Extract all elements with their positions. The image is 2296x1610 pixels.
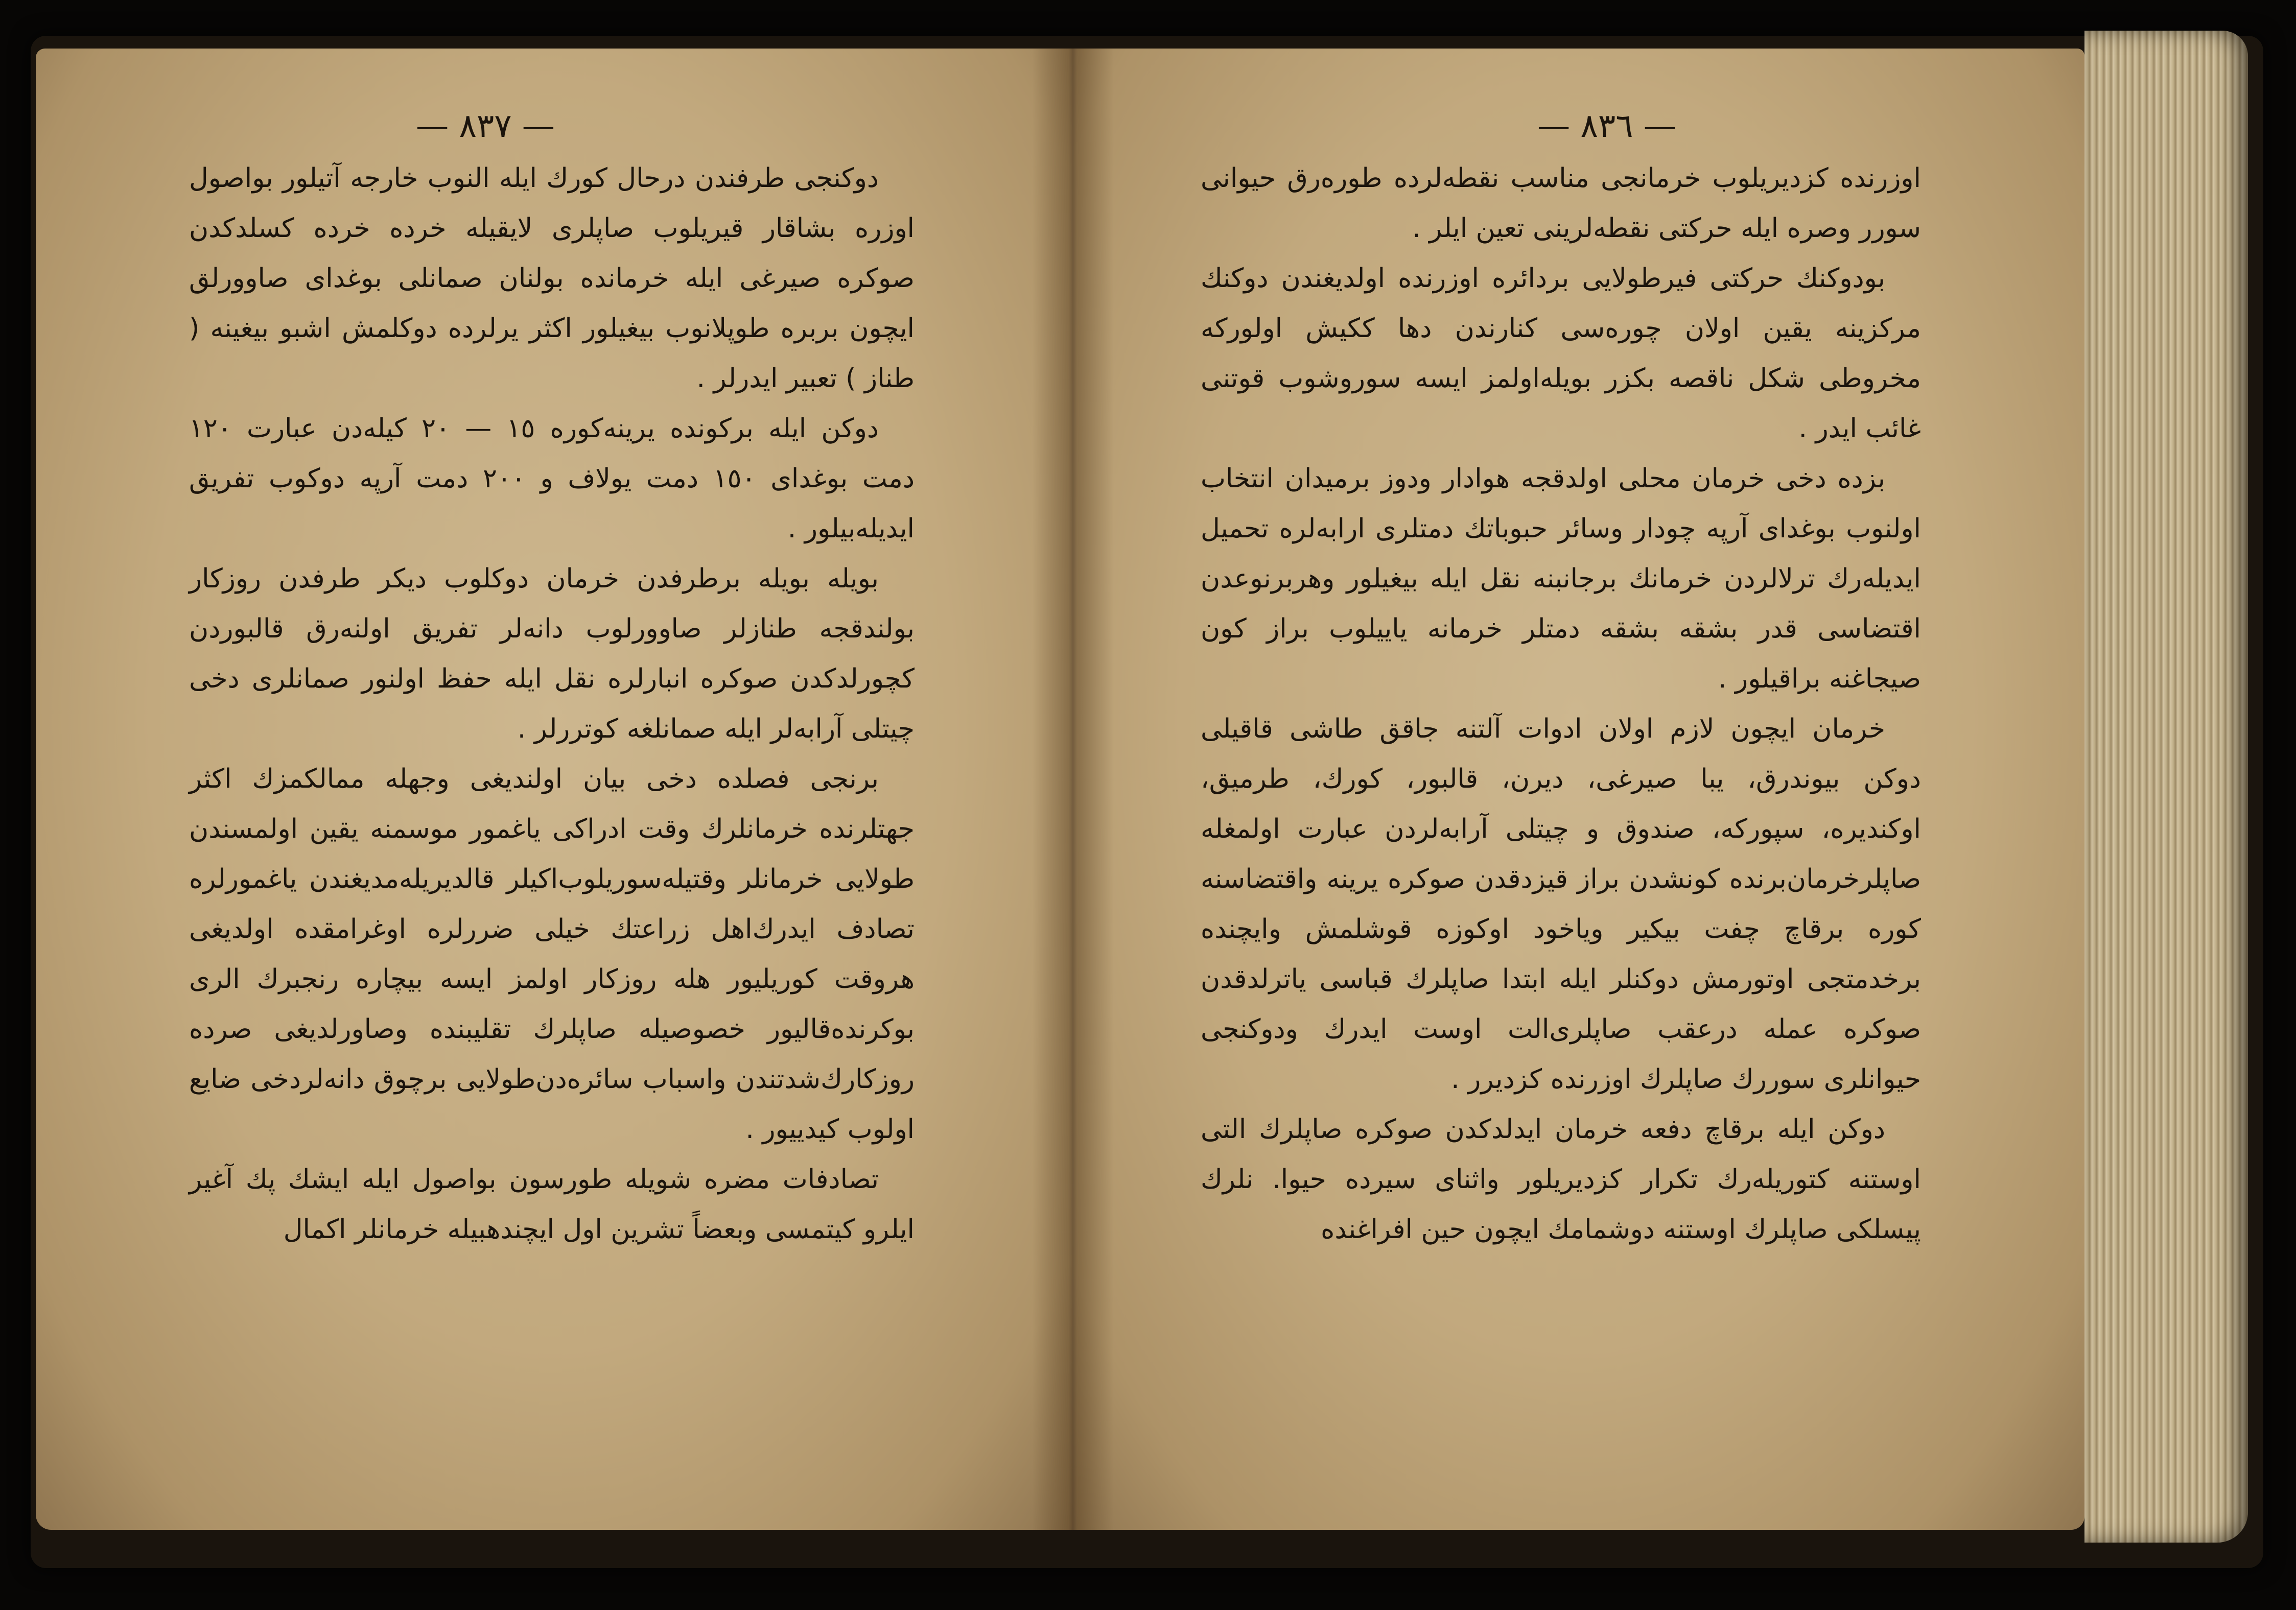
left-page	[36, 49, 1068, 1530]
right-page-text	[1201, 153, 1921, 1254]
paragraph: خرمان ایچون لازم اولان ادوات آلتنه جاقق طاشی قاقیلی دوکن بیوندرق، یبا صیرغی، دیرن، قالبور، کورك، طرمیق، اوکندیره، سپورکه، صندوق و چیتلی آرابه‌لردن عبارت اولمغله صاپلرخرمان‌برنده کونشدن براز قیزدقدن صوکره یرینه واقتضاسنه کوره برقاچ چفت بیکیر ویاخود اوکوزه قوشلمش وایچنده برخدمتجی اوتورمش دوکنلر ایله ابتدا صاپلرك قباسی یاترلدقدن صوکره عمله درعقب صاپلری‌الت اوست ایدرك ودوکنجی حیوانلری سوررك صاپلرك اوزرنده کزدیرر .	[1201, 714, 1921, 1095]
paragraph: دوکن ایله برکونده یرینه‌کوره ١٥ — ٢٠ کیله‌دن عبارت ١٢٠ دمت بوغدای ١٥٠ دمت یولاف و ٢٠٠ دمت آرپه دوکوب تفریق ایدیله‌بیلور .	[189, 413, 915, 544]
book-gutter	[1032, 49, 1114, 1530]
paragraph: بویله بویله برطرفدن خرمان دوکلوب دیکر طرفدن روزکار بولندقجه طنازلر صاوورلوب دانه‌لر تفریق اولنه‌رق قالبوردن کچورلدکدن صوکره انبارلره نقل ایله حفظ اولنور صمانلری دخی چیتلی آرابه‌لر ایله صمانلغه کوتررلر .	[189, 563, 915, 744]
paragraph: تصادفات مضره شویله طورسون بواصول ایله ایشك پك آغیر ایلرو کیتمسی وبعضاً تشرین اول ایچندهبیله خرمانلر اکمال	[189, 1164, 915, 1245]
right-page	[1068, 49, 2084, 1530]
paragraph: بزده دخی خرمان محلی اولدقجه هوادار ودوز برمیدان انتخاب اولنوب بوغدای آرپه چودار وسائر حبوباتك دمتلری ارابه‌لره تحمیل ایدیله‌رك ترلالردن خرمانك برجانبنه نقل ایله بیغیلور وهربرنوعدن اقتضاسی قدر بشقه بشقه دمتلر خرمانه یاییلوب براز کون صیجاغنه براقیلور .	[1201, 463, 1921, 694]
page-edges	[2084, 31, 2248, 1543]
page-number-837: — ٨٣٧ —	[416, 107, 555, 145]
paragraph: برنجی فصلده دخی بیان اولندیغی وجهله ممالکمزك اکثر جهتلرنده خرمانلرك وقت ادراکی یاغمور موسمنه یقین اولمسندن طولایی خرمانلر وقتیله‌سوریلوب‌اکیلر قالدیریله‌مدیغندن یاغمورلره تصادف ایدرك‌اهل زراعتك خیلی ضررلره اوغرامقده اولدیغی هروقت کوریلیور هله روزکار اولمز ایسه بیچاره رنجبرك الری بوکرنده‌قالیور خصوصیله صاپلرك تقلیبنده وصاورلدیغی صرده روزکارك‌شدتندن واسباب سائره‌دن‌طولایی برچوق دانه‌لردخی ضایع اولوب کیدییور .	[189, 764, 915, 1145]
paragraph: اوزرنده کزدیریلوب خرمانجی مناسب نقطه‌لرده طوره‌رق حیوانی سورر وصره ایله حرکتی نقطه‌لرینی تعین ایلر .	[1201, 163, 1921, 244]
page-number-836: — ٨٣٦ —	[1537, 107, 1676, 145]
paragraph: دوکنجی طرفندن درحال کورك ایله النوب خارجه آتیلور بواصول اوزره بشاقار قیریلوب صاپلری لایقیله خرده خرده کسلدکدن صوکره صیرغی ایله خرمانده بولنان صمانلی بوغدای صاوورلق ایچون بربره طوپلانوب بیغیلور اکثر یرلرده دوکلمش اشبو بیغینه ( طناز ) تعبیر ایدرلر .	[189, 163, 915, 394]
paragraph: بودوکنك حرکتی فیرطولایی بردائره اوزرنده اولدیغندن دوکنك مرکزینه یقین اولان چوره‌سی کنارندن دها ککیش اولورکه مخروطی شکل ناقصه بکزر بویله‌اولمز ایسه سوروشوب قوتنی غائب ایدر .	[1201, 263, 1921, 444]
left-page-text	[189, 153, 915, 1254]
paragraph: دوکن ایله برقاچ دفعه خرمان ایدلدکدن صوکره صاپلرك التی اوستنه کتوریله‌رك تکرار کزدیریلور واثنای سیرده حیوا. نلرك پیسلکی صاپلرك اوستنه دوشمامك ایچون حین افراغنده	[1201, 1114, 1921, 1245]
